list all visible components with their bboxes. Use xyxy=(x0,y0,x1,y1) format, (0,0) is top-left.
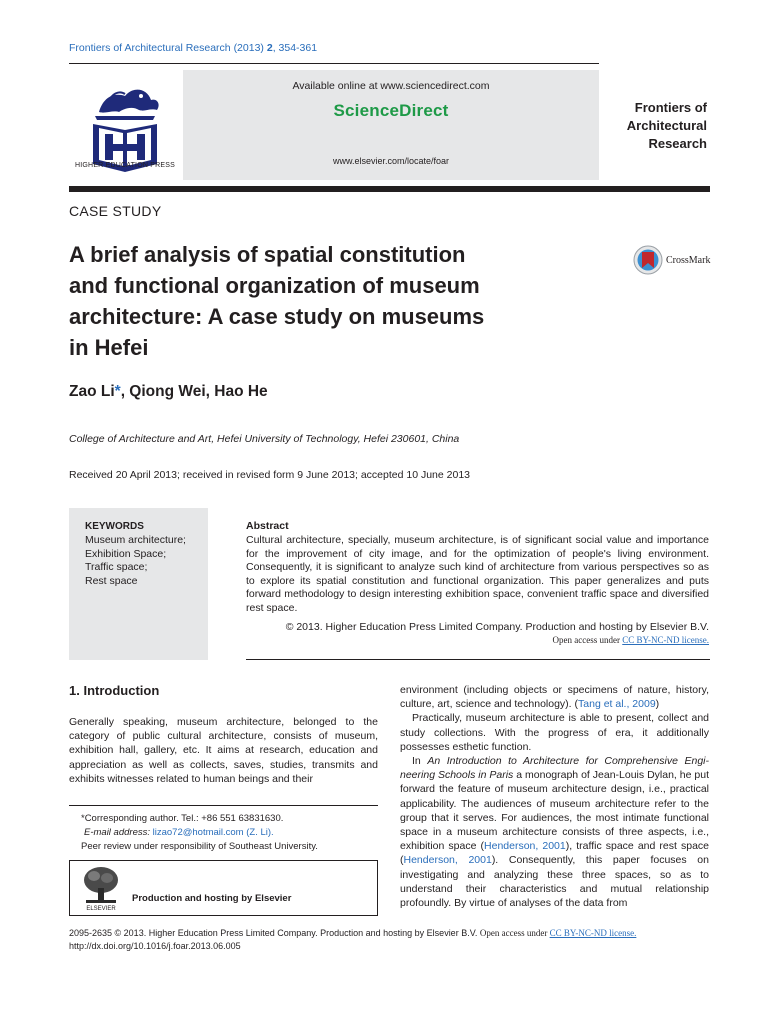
citation-link[interactable]: Tang et al., 2009 xyxy=(578,698,656,711)
header-bar xyxy=(69,186,710,192)
journal-url[interactable]: www.elsevier.com/locate/foar xyxy=(332,156,450,166)
author-list xyxy=(69,383,268,401)
citation-link[interactable]: Henderson, 2001 xyxy=(403,854,492,867)
open-access-notice: Open access under CC BY-NC-ND license. xyxy=(552,635,709,645)
body-column-right xyxy=(400,683,709,910)
doi-link[interactable]: http://dx.doi.org/10.1016/j.foar.2013.06.005 xyxy=(69,941,241,951)
crossmark-label[interactable]: CrossMark xyxy=(666,255,711,266)
journal-reference[interactable]: Frontiers of Architectural Research (2013) 2, 354-361 xyxy=(69,42,318,54)
intro-paragraph: Generally speaking, museum architecture, belonged to the category of public cultural architecture, consists of museum, exhibition hall, gallery, etc. It aims at research, education and appreciation as well as collects, saves, studies, transmits and exhibits witnesses related to human beings and their xyxy=(69,716,378,785)
elsevier-hosting-text: Production and hosting by Elsevier xyxy=(132,893,292,904)
abstract-copyright: © 2013. Higher Education Press Limited Company. Production and hosting by Elsevier B.V. xyxy=(285,621,709,633)
keywords-list xyxy=(85,534,186,588)
section-heading: 1. Introduction xyxy=(69,683,160,698)
footer-rights: 2095-2635 © 2013. Higher Education Press Limited Company. Production and hosting by Elsevier B.V. Open access under CC BY-NC-ND license. xyxy=(69,928,637,938)
body-paragraph: environment (including objects or specimens of nature, history, culture, art, science and technology). (Tang et al., 2009) xyxy=(400,684,709,711)
keyword-item: Museum architecture; xyxy=(85,534,186,546)
email-note: E-mail address: lizao72@hotmail.com (Z. Li). xyxy=(84,827,274,838)
abstract-text: Cultural architecture, specially, museum architecture, is of significant social value and importance for the improvement of city image, and for the optimization of people's living environment. Consequently, it is significant to analyze such kind of architecture from various perspectives so as to explore its spatial constitution and functional organization. This paper generalizes and puts forward methodology to design interesting exhibition space, convenient traffic space and diversified rest space. xyxy=(246,534,709,614)
footer-license-link[interactable]: CC BY-NC-ND license. xyxy=(549,928,637,938)
footnote-rule xyxy=(69,805,378,806)
email-link[interactable]: lizao72@hotmail.com (Z. Li). xyxy=(152,827,274,838)
license-link[interactable]: CC BY-NC-ND license. xyxy=(622,635,709,645)
sciencedirect-logo[interactable]: ScienceDirect xyxy=(333,101,449,120)
corresponding-author-note: *Corresponding author. Tel.: +86 551 63831630. xyxy=(81,813,284,824)
elsevier-tree-logo[interactable] xyxy=(80,864,122,912)
keyword-item: Traffic space; xyxy=(85,561,148,573)
article-type: CASE STUDY xyxy=(69,203,162,219)
author-name: Zao Li xyxy=(69,383,115,400)
available-online-text: Available online at www.sciencedirect.com xyxy=(292,80,490,92)
body-paragraph: Practically, museum architecture is able to present, collect and study collections. With the progress of era, it additionally possesses esthetic function. xyxy=(400,712,709,753)
article-dates: Received 20 April 2013; received in revised form 9 June 2013; accepted 10 June 2013 xyxy=(69,469,471,481)
abstract-rule xyxy=(246,659,710,660)
article-title: A brief analysis of spatial constitution and functional organization of museum architecture: A case study on museums in Hefei xyxy=(69,242,485,360)
journal-title: Frontiers of Architectural Research xyxy=(626,100,707,151)
publisher-name: HIGHER EDUCATION PRESS xyxy=(75,162,175,169)
svg-text:ELSEVIER: ELSEVIER xyxy=(86,906,116,912)
abstract-title: Abstract xyxy=(246,520,289,532)
header-rule xyxy=(69,63,599,64)
affiliation: College of Architecture and Art, Hefei University of Technology, Hefei 230601, China xyxy=(69,433,460,445)
keywords-title: KEYWORDS xyxy=(85,521,144,532)
citation-link[interactable]: Henderson, 2001 xyxy=(484,840,566,853)
keyword-item: Exhibition Space; xyxy=(85,547,167,560)
author-names: , Qiong Wei, Hao He xyxy=(120,383,268,400)
peer-review-note: Peer review under responsibility of Southeast University. xyxy=(81,841,318,852)
body-paragraph: In An Introduction to Architecture for Comprehensive Engineering Schools in Paris a monograph of Jean-Louis Dylan, he put forward the feature of museum architecture design, i.e., practical applicability. The audiences of museum architecture refer to the group that it serves. For audiences, the most intimate functional space in a museum architecture consists of three aspects, i.e., exhibition space (Henderson, 2001), traffic space and rest space (Henderson, 2001). Consequently, this paper focuses on investigating and analyzing these three spaces, so as to understand their characteristics and mutual relationship profoundly. By virtue of analyses of the data from xyxy=(400,755,710,910)
corresponding-author-mark[interactable]: * xyxy=(114,383,121,400)
keyword-item: Rest space xyxy=(85,574,138,587)
